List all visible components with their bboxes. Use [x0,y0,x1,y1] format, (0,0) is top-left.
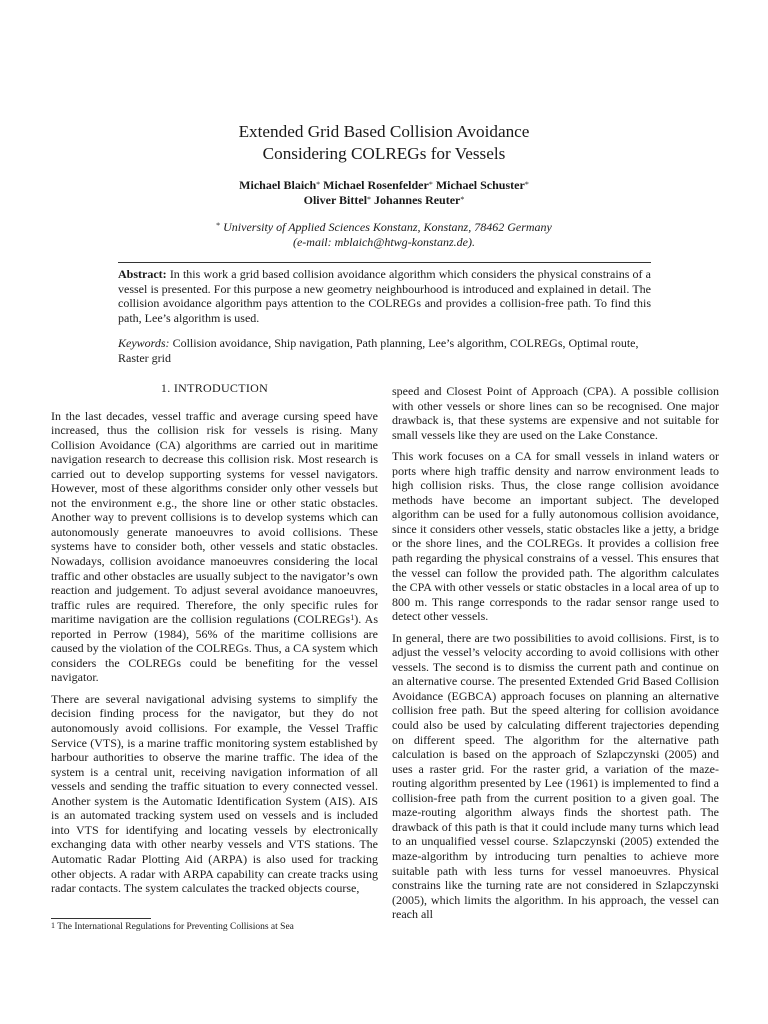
paragraph-text: In the last decades, vessel traffic and average cursing speed have increased, thus the collision risk for vessels is rising. Many Collision Avoidance (CA) algorithms are carried out in maritime navigation research to decrease this collision risk. Most research is carried out to develop supporting systems for vessel navigators. However, most of these algorithms consider only other vessels but not the environment e.g., the shore line or other static obstacles. Another way to prevent collisions is to develop systems which can autonomously generate manoeuvres to avoid collisions. These systems have to consider both, other vessels and static obstacles. Nowadays, collision avoidance manoeuvres considering the local traffic and other obstacles are usually subject to the navigator’s own reaction and judgement. To adjust several avoidance manoeuvres, traffic rules are required. Therefore, the only specific rules for maritime navigation are the collision regulations (COLREGs [51,408,378,627]
abstract-top-rule [118,262,651,263]
author-name: Oliver Bittel [303,193,368,207]
author-name: Johannes Reuter [374,193,461,207]
affiliation-line-1: University of Applied Sciences Konstanz, Konstanz, 78462 Germany [223,220,552,234]
paragraph: In general, there are two possibilities to avoid collisions. First, is to adjust the vessel’s velocity according to avoid collisions with other vessels. The second is to dismiss the current path and continue on an alternative course. The presented Extended Grid Based Collision Avoidance (EGBCA) approach focuses on planning an alternative collision free path. But the speed altering for collision avoidance could also be used by calculating different trajectories depending on different speed. The algorithm for the alternative path calculation is based on the approach of Szlapczynski (2005) and uses a raster grid. For the raster grid, a variation of the maze-routing algorithm presented by Lee (1961) is implemented to find a collision-free path from the current position to a given goal. The maze-routing algorithm always finds the shortest path. The drawback of this path is that it could include many turns which lead to an unqualified vessel course. Szlapczynski (2005) extended the maze-algorithm by introducing turn penalties to achieve more suitable path with less turns for vessel manoeuvres. Physical constrains like the turning rate are not considered in Szlapczynski (2005), which limits the algorithm. In his approach, the vessel can reach all [392,630,719,922]
footnote-reference[interactable]: 1 [350,613,355,623]
abstract-text: In this work a grid based collision avoidance algorithm which considers the physical constrains of a vessel is presented. For this purpose a new geometry neighbourhood is introduced and explained in detail. The collision avoidance algorithm pays attention to the COLREGs and provides a collision-free path. To find this path, Lee’s algorithm is used. [118,267,651,325]
affiliation-mark: * [216,221,221,230]
paragraph: There are several navigational advising systems to simplify the decision finding process for the navigator, but they do not autonomously avoid collisions. For example, the Vessel Traffic Service (VTS), is a marine traffic monitoring system established by harbour authorities to observe the marine traffic. The idea of the system is a central unit, receiving navigation information of all vessels and sending the traffic situation to every connected vessel. Another system is the Automatic Identification System (AIS). AIS is an automated tracking system used on vessels and is included into VTS for identifying and locating vessels by electronically exchanging data with other nearby vessels and VTS stations. The Automatic Radar Plotting Aid (ARPA) is also used for tracking other objects. A radar with ARPA capability can create tracks using radar contacts. The system calculates the tracked objects course, [51,691,378,896]
left-column [51,381,378,903]
affiliation [100,220,668,249]
paper-title [100,121,668,165]
title-line-1: Extended Grid Based Collision Avoidance [238,122,530,141]
paragraph: This work focuses on a CA for small vessels in inland waters or ports where high traffic density and narrow environment leads to high collision risks. Thus, the close range collision avoidance methods have become an important subject. The developed algorithm can be used for a fully autonomous collision avoidance, since it considers other vessels, static obstacles like a jetty, a bridge or the shore lines, and the COLREGs. It provides a collision free path regarding the physical constrains of a vessel. This ensures that the vessel can follow the provided path. The algorithm calculates the CPA with other vessels or static obstacles in a local area of up to 800 m. This range corresponds to the radar sensor range used to detect other vessels. [392,449,719,624]
abstract-label: Abstract: [118,267,167,281]
paragraph: speed and Closest Point of Approach (CPA). A possible collision with other vessels or shore lines can so be recognised. One major drawback is, that these systems are expensive and not suitable for small vessels like they are used on the Lake Constance. [392,384,719,442]
paragraph-text: ). As reported in Perrow (1984), 56% of the maritime collisions are caused by the violation of the COLREGs. Thus, a CA system which considers the COLREGs could be benefiting for the vessel navigator. [51,612,378,685]
keywords [118,336,651,365]
title-line-2: Considering COLREGs for Vessels [262,144,506,163]
keywords-label: Keywords: [118,336,170,350]
author-affiliation-mark: * [367,195,372,204]
author-affiliation-mark: * [316,180,321,189]
author-list [100,178,668,208]
footnote-rule [51,918,151,919]
author-name: Michael Blaich [239,178,317,192]
author-name: Michael Schuster [435,178,525,192]
keywords-text: Collision avoidance, Ship navigation, Path planning, Lee’s algorithm, COLREGs, Optimal route, Raster grid [118,336,639,365]
affiliation-email: (e-mail: mblaich@htwg-konstanz.de). [292,234,475,249]
section-heading-introduction: 1. INTRODUCTION [160,381,269,395]
author-affiliation-mark: * [428,180,433,189]
footnote-text: The International Regulations for Preventing Collisions at Sea [57,922,294,932]
paragraph [51,409,378,685]
right-column [392,384,719,929]
author-affiliation-mark: * [460,195,465,204]
author-affiliation-mark: * [524,180,529,189]
abstract [118,267,651,325]
footnote [51,921,381,933]
footnote-mark: 1 [51,921,55,930]
author-name: Michael Rosenfelder [323,178,429,192]
